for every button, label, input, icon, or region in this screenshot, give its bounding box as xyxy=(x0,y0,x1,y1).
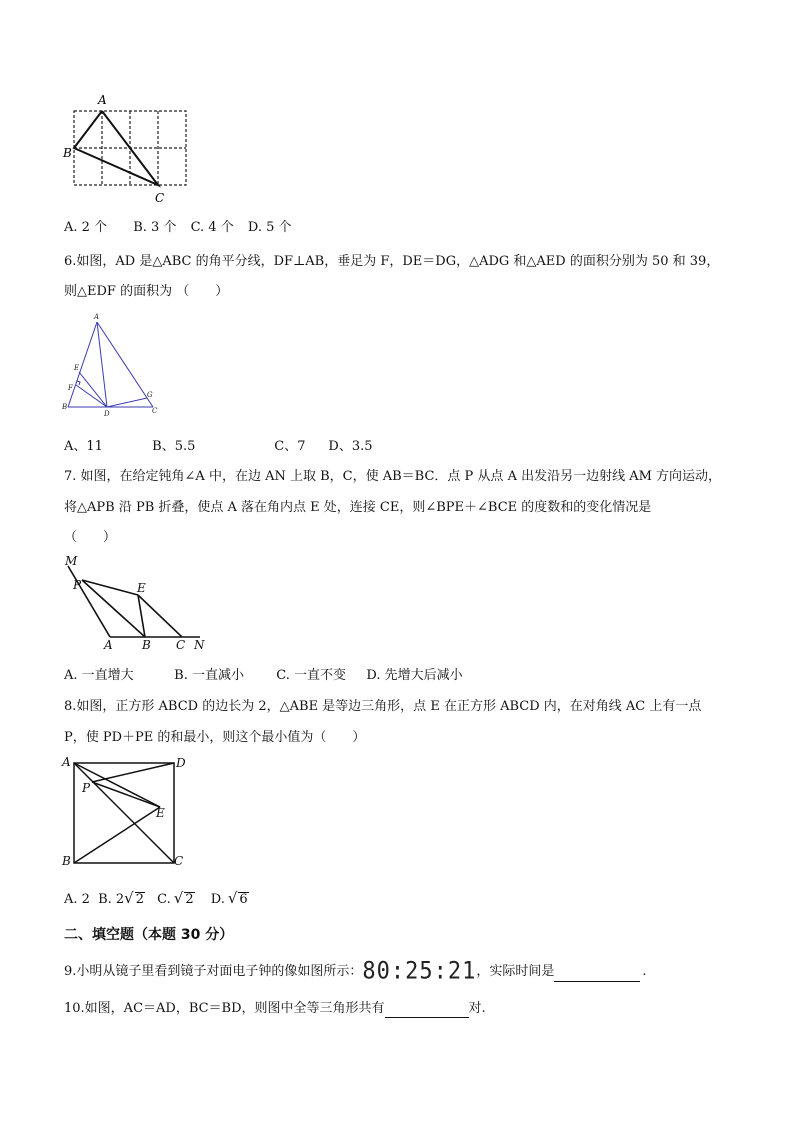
q8-stem-line2: P，使 PD＋PE 的和最小，则这个最小值为（ ） xyxy=(64,730,366,745)
q6-label-c: C xyxy=(152,407,158,415)
q6-label-b: B xyxy=(62,403,68,411)
q5-label-a: A xyxy=(98,93,107,107)
q10-text-before: 10.如图，AC＝AD，BC＝BD，则图中全等三角形共有 xyxy=(64,1001,385,1016)
q8-label-p: P xyxy=(82,781,91,795)
q9-end: . xyxy=(642,964,647,979)
q6-label-d: D xyxy=(104,410,110,418)
q9-mirror-clock: 80:25:21 xyxy=(362,957,477,986)
q7-figure xyxy=(60,552,220,652)
q9-text-after: ，实际时间是 xyxy=(476,964,555,979)
q7-label-b: B xyxy=(142,638,151,652)
q6-stem-line2: 则△EDF 的面积为 （ ） xyxy=(64,284,229,299)
q8-option-d-prefix: D. xyxy=(210,892,225,907)
q8-option-b-prefix: B. 2 xyxy=(98,892,125,907)
q9-text-before: 9.小明从镜子里看到镜子对面电子钟的像如图所示： xyxy=(64,964,363,979)
q8-figure xyxy=(60,755,195,870)
q10-end: 对. xyxy=(468,1001,486,1016)
q5-figure xyxy=(60,90,200,210)
q5-option-c: C. 4 个 xyxy=(190,220,234,235)
q7-option-a: A. 一直增大 xyxy=(64,668,134,683)
q6-stem-line1: 6.如图，AD 是△ABC 的角平分线，DF⊥AB，垂足为 F，DE＝DG，△ADG 和△AED 的面积分别为 50 和 39， xyxy=(64,254,720,269)
q6-label-g: G xyxy=(147,391,153,399)
q5-option-a: A. 2 个 xyxy=(64,220,108,235)
q6-label-f: F xyxy=(68,384,73,392)
q7-option-b: B. 一直减小 xyxy=(174,668,244,683)
q8-option-c-radicand: 2 xyxy=(185,892,194,907)
q8-option-c-prefix: C. xyxy=(157,892,171,907)
q8-stem-line1: 8.如图，正方形 ABCD 的边长为 2，△ABE 是等边三角形，点 E 在正方形 ABCD 内，在对角线 AC 上有一点 xyxy=(64,699,702,714)
q7-label-n: N xyxy=(194,638,205,652)
q7-label-m: M xyxy=(65,554,78,568)
q10-line xyxy=(64,1000,486,1018)
q7-label-p: P xyxy=(73,578,82,592)
q6-label-e: E xyxy=(74,364,80,372)
q6-option-b: B、5.5 xyxy=(152,439,196,454)
q8-label-c: C xyxy=(174,854,184,868)
q8-option-c: C. √ 2 xyxy=(157,889,194,907)
q8-options xyxy=(64,889,249,909)
q6-option-a: A、11 xyxy=(64,439,103,454)
q7-stem-line3: （ ） xyxy=(64,530,117,545)
q6-option-c: C、7 xyxy=(274,439,306,454)
q6-figure xyxy=(60,310,170,420)
q6-options xyxy=(64,438,373,456)
q6-label-a: A xyxy=(94,313,100,321)
q9-line xyxy=(64,957,647,986)
q7-option-d: D. 先增大后减小 xyxy=(366,668,463,683)
q7-label-c: C xyxy=(176,638,186,652)
q7-stem-line2: 将△APB 沿 PB 折叠，使点 A 落在角内点 E 处，连接 CE，则∠BPE＋∠BCE 的度数和的变化情况是 xyxy=(64,500,652,515)
q8-option-d-radicand: 6 xyxy=(239,892,248,907)
q5-label-b: B xyxy=(63,146,72,160)
q8-label-e: E xyxy=(156,806,165,820)
q7-label-a: A xyxy=(104,638,113,652)
q6-option-d: D、3.5 xyxy=(328,439,373,454)
q7-options xyxy=(64,667,463,685)
q5-option-d: D. 5 个 xyxy=(247,220,292,235)
q8-label-b: B xyxy=(62,854,71,868)
q8-option-b: B. 2√ 2 xyxy=(98,889,145,907)
q5-label-c: C xyxy=(155,191,165,205)
q9-answer-blank[interactable] xyxy=(554,967,640,982)
section-title-fill-in: 二、填空题（本题 30 分） xyxy=(64,927,234,943)
q8-option-d: D. √ 6 xyxy=(210,889,248,907)
q10-answer-blank[interactable] xyxy=(385,1003,469,1018)
q8-label-a: A xyxy=(62,755,71,769)
q7-stem-line1: 7. 如图，在给定钝角∠A 中，在边 AN 上取 B，C，使 AB＝BC．点 P 从点 A 出发沿另一边射线 AM 方向运动， xyxy=(64,469,722,484)
q5-options xyxy=(64,219,314,237)
q8-label-d: D xyxy=(176,756,186,770)
q7-option-c: C. 一直不变 xyxy=(276,668,347,683)
q8-option-a: A. 2 xyxy=(64,892,90,907)
q7-label-e: E xyxy=(137,581,146,595)
q8-option-b-radicand: 2 xyxy=(135,892,145,907)
q5-option-b: B. 3 个 xyxy=(133,220,177,235)
